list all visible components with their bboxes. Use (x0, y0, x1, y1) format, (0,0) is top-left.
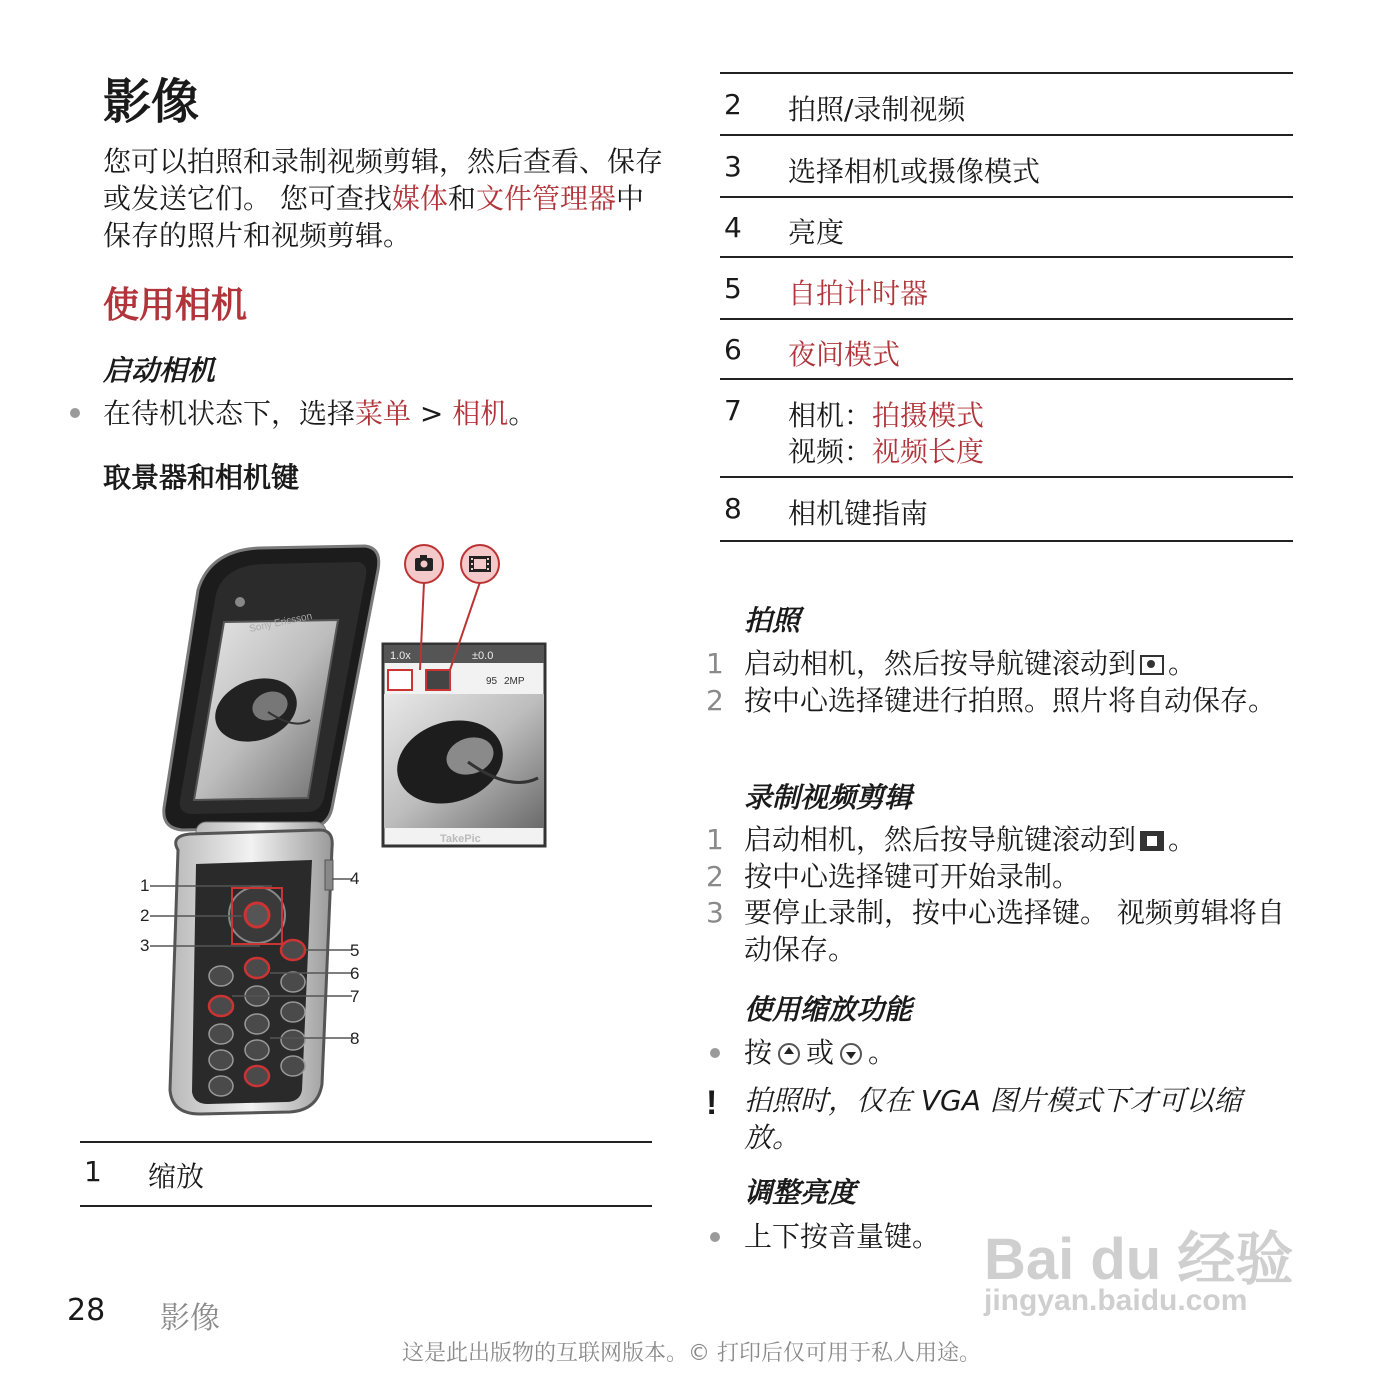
legend-row (720, 378, 1293, 478)
zoom-text-1: 按 (744, 1036, 773, 1069)
step-number: 1 (706, 823, 724, 856)
watermark-logo: Bai du 经验 (984, 1227, 1294, 1292)
zoom-text-2: 或 (806, 1036, 835, 1069)
step-number: 2 (706, 860, 724, 893)
legend-label: 相机： (788, 399, 873, 432)
legend-camera-line (788, 394, 984, 434)
bullet (70, 408, 80, 418)
step-end: 。 (1168, 647, 1197, 680)
inset-mp: 2MP (504, 676, 525, 687)
legend-num: 3 (724, 150, 742, 183)
exclamation-icon: ! (706, 1084, 718, 1122)
center-select-key (245, 903, 269, 927)
start-camera-step (103, 395, 536, 432)
inset-count: 95 (486, 676, 498, 687)
zoom-note: 拍照时，仅在 VGA 图片模式下才可以缩放。 (744, 1084, 1242, 1154)
callout-5: 5 (350, 941, 360, 960)
legend-num: 7 (724, 394, 742, 427)
intro-text-1: 您可以拍照和录制视频剪辑，然后查看、保存或发送它们。 您可查找 (103, 145, 664, 215)
step-number: 1 (706, 647, 724, 680)
take-photo-step-2: 按中心选择键进行拍照。照片将自动保存。 (744, 684, 1277, 717)
bullet (710, 1048, 720, 1058)
camera-icon (405, 545, 443, 583)
inset-ev: ±0.0 (472, 650, 494, 662)
intro-text-2: 和 (447, 182, 476, 215)
record-video-step-2: 按中心选择键可开始录制。 (744, 860, 1081, 893)
zoom-heading: 使用缩放功能 (744, 993, 913, 1026)
legend-table-left (80, 1141, 652, 1207)
camera-mode-icon (1140, 655, 1164, 675)
legend-row (720, 196, 1293, 258)
legend-label: 相机键指南 (788, 497, 929, 530)
callout-6: 6 (350, 964, 360, 983)
start-camera-heading: 启动相机 (103, 354, 216, 387)
legend-num: 6 (724, 333, 742, 366)
bullet (710, 1232, 720, 1242)
self-timer-link[interactable]: 自拍计时器 (788, 277, 929, 310)
inset-softkey: TakePic (440, 833, 481, 845)
video-mode-icon (1140, 831, 1164, 851)
media-link[interactable]: 媒体 (391, 182, 448, 215)
legend-row (720, 476, 1293, 542)
shoot-mode-link[interactable]: 拍摄模式 (872, 399, 985, 432)
step-text: 启动相机，然后按导航键滚动到 (744, 823, 1137, 856)
watermark-url: jingyan.baidu.com (984, 1284, 1248, 1317)
legend-row (720, 256, 1293, 320)
legend-row (720, 318, 1293, 380)
legend-row (720, 134, 1293, 198)
file-manager-link[interactable]: 文件管理器 (475, 182, 616, 215)
brightness-instruction: 上下按音量键。 (744, 1220, 941, 1253)
intro-paragraph (103, 143, 663, 254)
intro-text-3: 中保存的照片和视频剪辑。 (103, 182, 644, 252)
film-icon (461, 545, 499, 583)
viewfinder-heading: 取景器和相机键 (103, 461, 300, 494)
record-video-heading: 录制视频剪辑 (744, 781, 913, 814)
start-text-2: 。 (508, 397, 537, 430)
legend-label: 亮度 (788, 216, 845, 249)
legend-num: 4 (724, 211, 742, 244)
page-title: 影像 (103, 74, 200, 130)
record-video-step-1 (744, 821, 1294, 858)
legend-label: 拍照/录制视频 (788, 93, 966, 126)
zoom-instruction (744, 1034, 896, 1071)
phone-brand: Sony Ericsson (248, 610, 314, 635)
legend-row (720, 72, 1293, 136)
legend-label: 视频： (788, 435, 873, 468)
night-mode-link[interactable]: 夜间模式 (788, 338, 901, 371)
section-heading: 使用相机 (103, 285, 248, 326)
brightness-heading: 调整亮度 (744, 1176, 857, 1209)
record-video-step-3: 要停止录制，按中心选择键。 视频剪辑将自动保存。 (744, 896, 1285, 966)
inset-zoom: 1.0x (390, 650, 411, 662)
nav-up-icon (778, 1043, 800, 1065)
step-end: 。 (1168, 823, 1197, 856)
legend-video-line (788, 430, 984, 470)
legend-num: 8 (724, 492, 742, 525)
legend-num: 2 (724, 88, 742, 121)
start-text-1: 在待机状态下，选择 (103, 397, 356, 430)
nav-down-icon (840, 1043, 862, 1065)
zoom-text-3: 。 (868, 1036, 897, 1069)
menu-link[interactable]: 菜单 (355, 397, 412, 430)
phone-illustration (120, 530, 570, 1120)
legend-num: 5 (724, 272, 742, 305)
footer-section: 影像 (160, 1301, 220, 1336)
step-number: 3 (706, 896, 724, 929)
page-number: 28 (67, 1293, 106, 1328)
take-photo-step-1 (744, 645, 1294, 682)
callout-2: 2 (140, 906, 150, 925)
start-sep: > (411, 397, 453, 430)
callout-4: 4 (350, 869, 360, 888)
callout-3: 3 (140, 936, 150, 955)
step-number: 2 (706, 684, 724, 717)
camera-link[interactable]: 相机 (452, 397, 509, 430)
callout-8: 8 (350, 1029, 360, 1048)
legend-label: 选择相机或摄像模式 (788, 155, 1041, 188)
legend-label: 缩放 (148, 1160, 205, 1193)
legend-num: 1 (84, 1155, 102, 1188)
callout-1: 1 (140, 876, 150, 895)
footer-notice: 这是此出版物的互联网版本。© 打印后仅可用于私人用途。 (402, 1341, 981, 1366)
video-length-link[interactable]: 视频长度 (872, 435, 985, 468)
take-photo-heading: 拍照 (744, 604, 801, 637)
step-text: 启动相机，然后按导航键滚动到 (744, 647, 1137, 680)
callout-7: 7 (350, 987, 360, 1006)
